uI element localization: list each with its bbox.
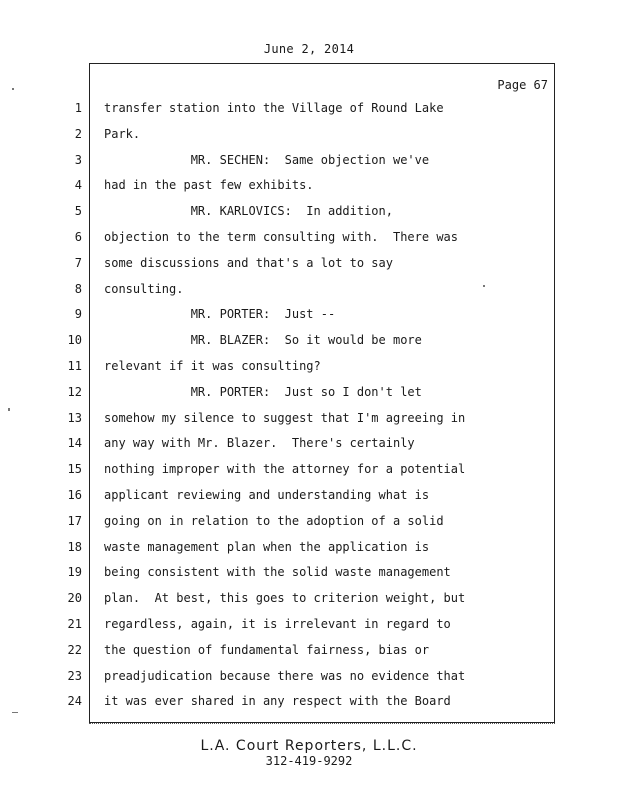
- bottom-divider: [89, 723, 555, 724]
- line-number: 4: [74, 178, 82, 193]
- transcript-line: some discussions and that's a lot to say: [104, 255, 393, 270]
- line-number: 6: [74, 229, 82, 244]
- footer: [0, 738, 618, 768]
- line-number: 10: [67, 333, 82, 348]
- transcript-line: MR. PORTER: Just --: [104, 307, 336, 322]
- line-number: 14: [67, 436, 82, 451]
- transcript-line: any way with Mr. Blazer. There's certainly: [104, 436, 415, 451]
- line-number: 20: [67, 591, 82, 606]
- scan-speck: [8, 408, 10, 411]
- transcript-text: [104, 98, 544, 717]
- line-number: 11: [67, 358, 82, 373]
- line-number: 8: [74, 281, 82, 296]
- transcript-line: relevant if it was consulting?: [104, 358, 321, 373]
- line-number: 2: [74, 126, 82, 141]
- line-number: 22: [67, 642, 82, 657]
- transcript-line: objection to the term consulting with. There was: [104, 229, 459, 244]
- line-number: 1: [74, 101, 82, 115]
- line-number: 13: [67, 410, 82, 425]
- transcript-line: MR. KARLOVICS: In addition,: [104, 204, 393, 219]
- transcript-line: it was ever shared in any respect with the Board: [104, 694, 451, 709]
- line-number: 23: [67, 668, 82, 683]
- transcript-line: Park.: [104, 126, 141, 141]
- page-number: Page 67: [497, 78, 548, 92]
- transcript-line: waste management plan when the application is: [104, 539, 430, 554]
- line-number: 24: [67, 694, 82, 709]
- court-reporter-name: L.A. Court Reporters, L.L.C.: [200, 738, 418, 754]
- transcript-line: transfer station into the Village of Round Lake: [104, 101, 444, 115]
- line-number: 17: [67, 513, 82, 528]
- scan-speck: [12, 88, 14, 90]
- transcript-line: consulting.: [104, 281, 184, 296]
- transcript-line: being consistent with the solid waste management: [104, 565, 451, 580]
- line-number: 3: [74, 152, 82, 167]
- transcript-line: preadjudication because there was no evidence that: [104, 668, 466, 683]
- transcript-line: the question of fundamental fairness, bias or: [104, 642, 430, 657]
- transcript-line: plan. At best, this goes to criterion weight, but: [104, 591, 466, 606]
- transcript-line: MR. SECHEN: Same objection we've: [104, 152, 430, 167]
- court-reporter-phone: 312-419-9292: [265, 754, 353, 768]
- scan-speck: [12, 712, 18, 713]
- line-number: 9: [74, 307, 82, 322]
- line-number-column: [40, 98, 82, 717]
- transcript-line: nothing improper with the attorney for a potential: [104, 462, 466, 477]
- line-number: 16: [67, 487, 82, 502]
- transcript-line: regardless, again, it is irrelevant in regard to: [104, 616, 451, 631]
- transcript-date: June 2, 2014: [263, 42, 355, 56]
- line-number: 18: [67, 539, 82, 554]
- line-number: 15: [67, 462, 82, 477]
- scan-speck: [483, 285, 485, 287]
- line-number: 7: [74, 255, 82, 270]
- transcript-line: had in the past few exhibits.: [104, 178, 314, 193]
- transcript-line: somehow my silence to suggest that I'm agreeing in: [104, 410, 466, 425]
- line-number: 21: [67, 616, 82, 631]
- line-number: 5: [74, 204, 82, 219]
- transcript-line: MR. BLAZER: So it would be more: [104, 333, 422, 348]
- transcript-line: MR. PORTER: Just so I don't let: [104, 384, 422, 399]
- transcript-line: going on in relation to the adoption of a solid: [104, 513, 444, 528]
- transcript-line: applicant reviewing and understanding what is: [104, 487, 430, 502]
- line-number: 12: [67, 384, 82, 399]
- line-number: 19: [67, 565, 82, 580]
